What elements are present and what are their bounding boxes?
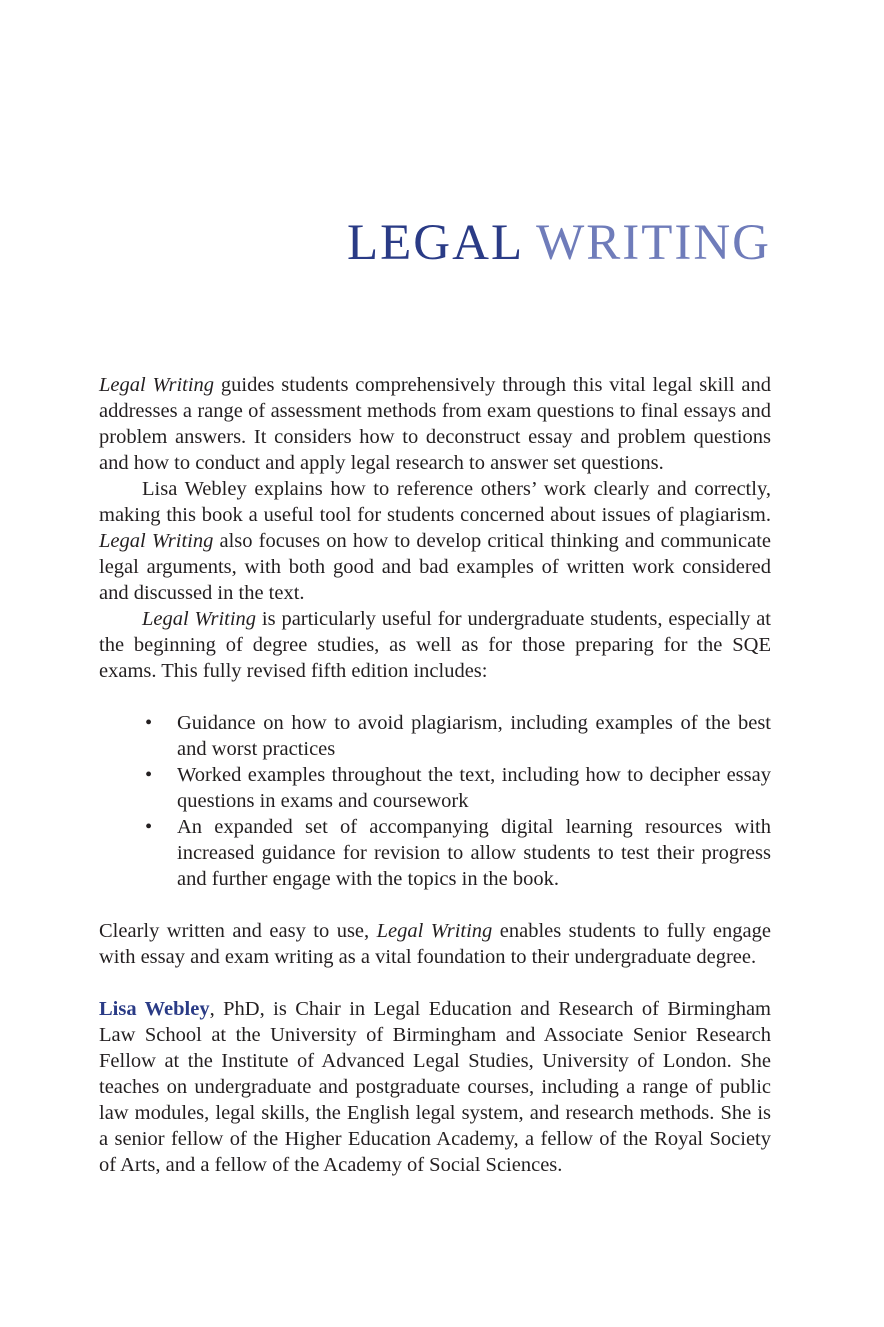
title-word-writing: WRITING (536, 215, 771, 271)
feature-item (99, 814, 771, 892)
intro-text: guides students comprehensively through this vital legal skill and addresses a range of assessment methods from exam questions to final essays and problem answers. It considers how to deconstruct essay and problem questions and how to conduct and apply legal research to answer set questions. (99, 374, 771, 474)
title-word-legal: LEGAL (346, 215, 523, 271)
para3-text: is particularly useful for undergraduate students, especially at the beginning of degree studies, as well as for those preparing for the SQE exams. This fully revised fifth edition includes: (99, 608, 771, 682)
feature-list (99, 710, 771, 892)
closing-paragraph (99, 918, 771, 970)
para2-text-b: also focuses on how to develop critical thinking and communicate legal arguments, with both good and bad examples of written work considered and discussed in the text. (99, 530, 771, 604)
back-cover-text (99, 372, 771, 1178)
feature-text: Worked examples throughout the text, including how to decipher essay questions in exams and coursework (177, 764, 771, 812)
bullet-icon: • (145, 816, 153, 838)
book-title-italic: Legal Writing (99, 530, 214, 552)
bullet-icon: • (145, 764, 153, 786)
book-title-italic: Legal Writing (99, 374, 215, 396)
closing-text-b: enables students to fully engage with essay and exam writing as a vital foundation to their undergraduate degree. (99, 920, 771, 968)
author-bio (99, 996, 771, 1178)
plagiarism-paragraph (99, 476, 771, 606)
feature-text: Guidance on how to avoid plagiarism, including examples of the best and worst practices (177, 712, 771, 760)
closing-text-a: Clearly written and easy to use, (99, 920, 377, 942)
book-title-italic: Legal Writing (142, 608, 257, 630)
audience-paragraph (99, 606, 771, 684)
intro-paragraph (99, 372, 771, 476)
book-title-italic: Legal Writing (376, 920, 493, 942)
feature-item (99, 762, 771, 814)
author-bio-text: , PhD, is Chair in Legal Education and Research of Birmingham Law School at the University of Birmingham and Associate Senior Research Fellow at the Institute of Advanced Legal Studies, University of London. She teaches on undergraduate and postgraduate courses, including a range of public law modules, legal skills, the English legal system, and research methods. She is a senior fellow of the Higher Education Academy, a fellow of the Royal Society of Arts, and a fellow of the Academy of Social Sciences. (99, 998, 772, 1176)
author-name: Lisa Webley (99, 998, 210, 1020)
bullet-icon: • (145, 712, 153, 734)
page-title (346, 215, 771, 271)
para2-text-a: Lisa Webley explains how to reference others’ work clearly and correctly, making this book a useful tool for students concerned about issues of plagiarism. (99, 478, 771, 526)
feature-text: An expanded set of accompanying digital learning resources with increased guidance for revision to allow students to test their progress and further engage with the topics in the book. (177, 816, 771, 890)
feature-item (99, 710, 771, 762)
